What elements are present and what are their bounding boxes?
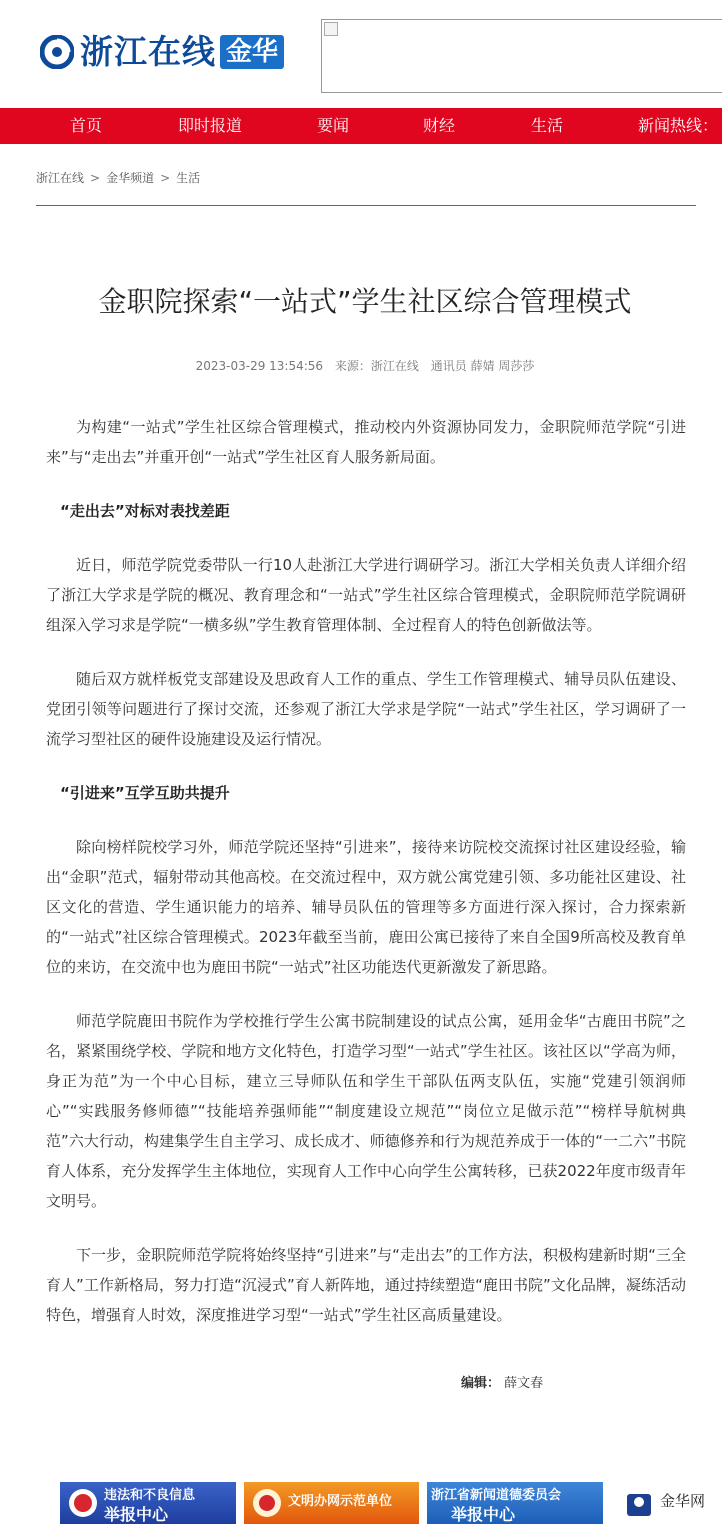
article-paragraph: 随后双方就样板党支部建设及思政育人工作的重点、学生工作管理模式、辅导员队伍建设、党团引领等问题进行了探讨交流，还参观了浙江大学求是学院“一站式”学生社区，学习调研了一流学习型社区的硬件设施建设及运行情况。	[46, 670, 686, 748]
article-paragraph: 为构建“一站式”学生社区综合管理模式，推动校内外资源协同发力，金职院师范学院“引进来”与“走出去”并重开创“一站式”学生社区育人服务新局面。	[46, 418, 686, 466]
site-logo[interactable]	[40, 32, 284, 72]
jinhua-net-badge[interactable]	[622, 1482, 722, 1524]
footer-badges	[0, 1482, 722, 1524]
editor-credit	[461, 1372, 543, 1391]
nav-item-finance[interactable]: 财经	[423, 116, 456, 135]
article-paragraph: 除向榜样院校学习外，师范学院还坚持“引进来”，接待来访院校交流探讨社区建设经验，输出“金职”范式，辐射带动其他高校。在交流过程中，双方就公寓党建引领、多功能社区建设、社区文化的营造、学生通识能力的培养、辅导员队伍的管理等多方面进行深入探讨，合力探索新的“一站式”社区综合管理模式。2023年截至当前，鹿田公寓已接待了来自全国9所高校及教育单位的来访，在交流中也为鹿田书院“一站式”社区功能迭代更新激发了新思路。	[46, 838, 686, 976]
article-paragraph: 师范学院鹿田书院作为学校推行学生公寓书院制建设的试点公寓，延用金华“古鹿田书院”之名，紧紧围绕学校、学院和地方文化特色，打造学习型“一站式”学生社区。该社区以“学高为师，身正为范”为一个中心目标，建立三导师队伍和学生干部队伍两支队伍，实施“党建引领润师心”“实践服务修师德”“技能培养强师能”“制度建设立规范”“岗位立足做示范”“榜样导航树典范”六大行动，构建集学生自主学习、成长成才、师德修养和行为规范养成于一体的“一二六”书院育人体系，充分发挥学生主体地位，实现育人工作中心向学生公寓转移，已获2022年度市级青年文明号。	[46, 1012, 686, 1210]
article-datetime: 2023-03-29 13:54:56	[195, 359, 324, 373]
article-paragraph: 下一步，金职院师范学院将始终坚持“引进来”与“走出去”的工作方法，积极构建新时期“三全育人”工作新格局，努力打造“沉浸式”育人新阵地，通过持续塑造“鹿田书院”文化品牌，凝练活动特色，增强育人时效，深度推进学习型“一站式”学生社区高质量建设。	[46, 1246, 686, 1324]
editor-name: 薛文春	[504, 1376, 544, 1391]
nav-item-life[interactable]: 生活	[531, 116, 564, 135]
breadcrumb-item-life[interactable]: 生活	[176, 171, 201, 185]
badge-line1: 文明办网示范单位	[288, 1494, 393, 1509]
civilized-website-badge[interactable]	[244, 1482, 419, 1524]
breadcrumb-separator: >	[90, 171, 101, 185]
banner-ad[interactable]	[321, 19, 722, 93]
logo-text: 浙江在线	[80, 32, 216, 71]
source-block	[335, 359, 419, 373]
nav-item-headlines[interactable]: 要闻	[317, 116, 350, 135]
article-authors: 通讯员 薛婧 周莎莎	[430, 359, 535, 373]
badge-line1: 浙江省新闻道德委员会	[431, 1488, 562, 1503]
article-meta	[0, 357, 722, 374]
article-body	[46, 412, 686, 1354]
broken-image-icon	[324, 22, 338, 36]
police-emblem-icon	[624, 1488, 654, 1518]
source-name: 浙江在线	[370, 359, 419, 373]
report-emblem-icon	[68, 1488, 98, 1518]
header-divider	[36, 205, 696, 206]
badge-line2: 举报中心	[104, 1505, 169, 1524]
breadcrumb-item-jinhua[interactable]: 金华频道	[106, 171, 155, 185]
article-subheading: “走出去”对标对表找差距	[60, 502, 230, 520]
breadcrumb-separator: >	[160, 171, 171, 185]
badge-line2: 举报中心	[451, 1505, 516, 1524]
illegal-info-report-badge[interactable]	[60, 1482, 236, 1524]
logo-badge: 金华	[220, 35, 284, 69]
article-title: 金职院探索“一站式”学生社区综合管理模式	[98, 285, 632, 318]
breadcrumb	[36, 170, 200, 186]
nav-item-realtime[interactable]: 即时报道	[178, 116, 243, 135]
article-paragraph: 近日，师范学院党委带队一行10人赴浙江大学进行调研学习。浙江大学相关负责人详细介绍了浙江大学求是学院的概况、教育理念和“一站式”学生社区综合管理模式，金职院师范学院调研组深入学习求是学院“一横多纵”学生教育管理体制、全过程育人的特色创新做法等。	[46, 556, 686, 634]
site-header	[0, 0, 722, 108]
nav-item-hotline[interactable]: 新闻热线：	[638, 116, 719, 135]
editor-label: 编辑：	[461, 1376, 501, 1391]
badge-line1: 违法和不良信息	[104, 1488, 196, 1503]
article-subheading: “引进来”互学互助共提升	[60, 784, 230, 802]
source-label: 来源：	[334, 359, 371, 373]
news-ethics-report-badge[interactable]	[427, 1482, 603, 1524]
badge-line1: 金华网	[660, 1492, 706, 1510]
main-nav	[0, 108, 722, 144]
logo-swirl-icon	[40, 35, 74, 69]
nav-item-home[interactable]: 首页	[70, 116, 103, 135]
civilization-emblem-icon	[252, 1488, 282, 1518]
breadcrumb-item-zjol[interactable]: 浙江在线	[36, 171, 85, 185]
